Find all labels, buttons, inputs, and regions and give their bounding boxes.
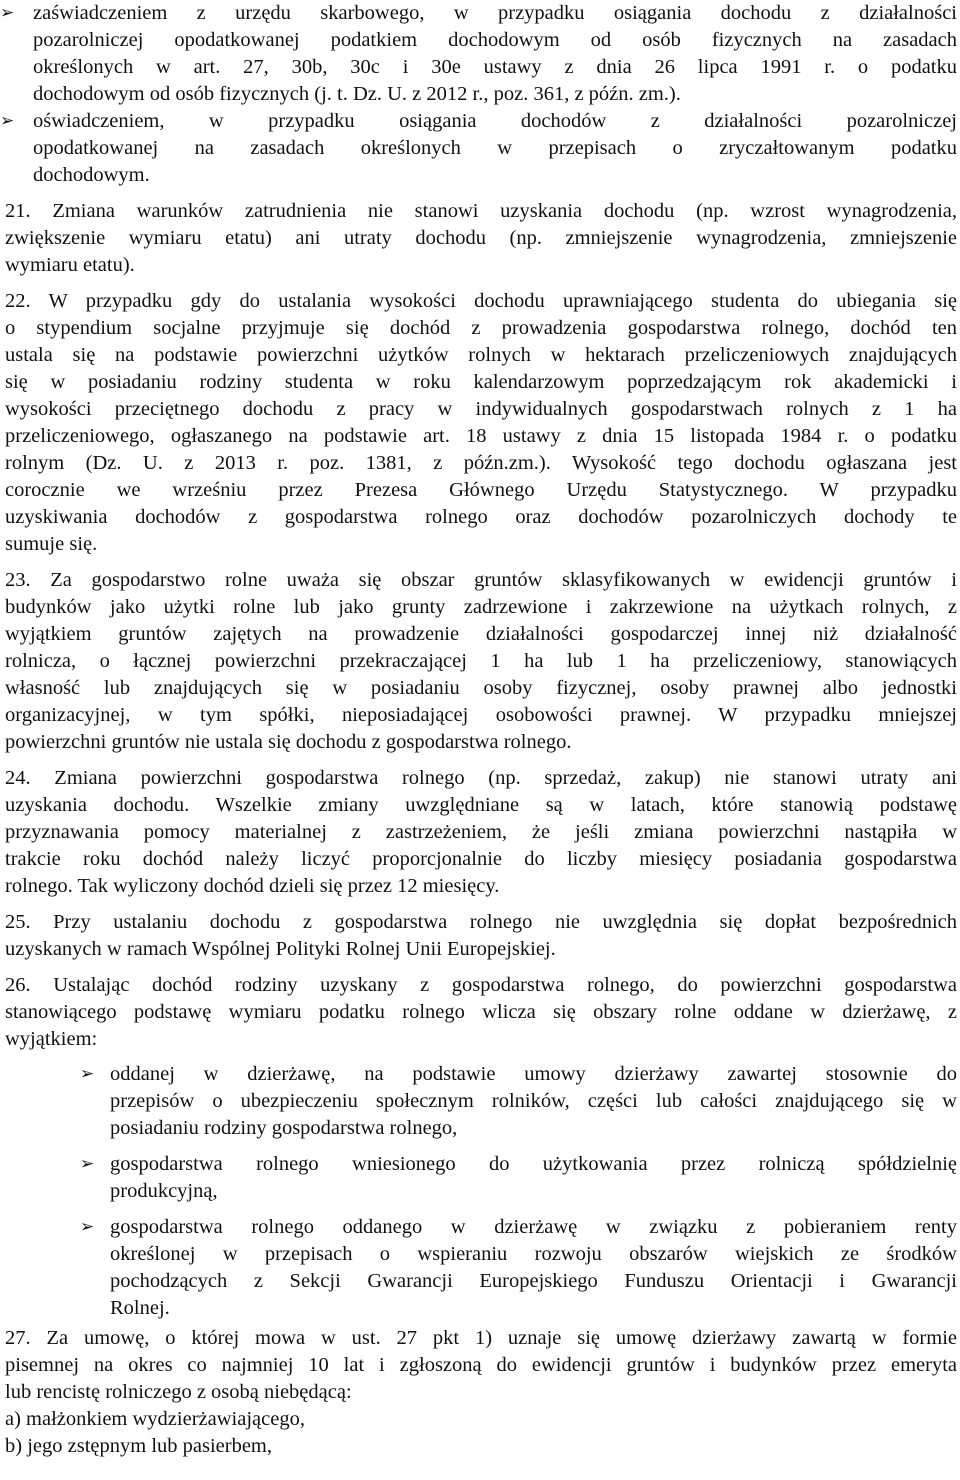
text-line: posiadaniu rodziny gospodarstwa rolnego, (110, 1117, 458, 1139)
text-line: 25. Przy ustalaniu dochodu z gospodarstwa rolnego nie uwzględnia się dopłat bezpośrednich (5, 911, 957, 933)
text-line: 23. Za gospodarstwo rolne uważa się obszar gruntów sklasyfikowanych w ewidencji gruntów i (5, 569, 957, 591)
text-line: 27. Za umowę, o której mowa w ust. 27 pkt 1) uznaje się umowę dzierżawy zawartą w formie (5, 1327, 957, 1349)
text-line: uzyskania dochodu. Wszelkie zmiany uwzględniane są w latach, które stanowią podstawę (5, 794, 957, 816)
text-line: oświadczeniem, w przypadku osiągania dochodów z działalności pozarolniczej (33, 110, 957, 132)
paragraph-number: 23. (5, 569, 31, 591)
text-line: 22. W przypadku gdy do ustalania wysokości dochodu uprawniającego studenta do ubiegania się (5, 290, 957, 312)
bullet-item (80, 1214, 957, 1322)
bullet-item (0, 108, 957, 189)
text-line: 26. Ustalając dochód rodziny uzyskany z gospodarstwa rolnego, do powierzchni gospodarstwa (5, 974, 957, 996)
text-line: 24. Zmiana powierzchni gospodarstwa rolnego (np. sprzedaż, zakup) nie stanowi utraty ani (5, 767, 957, 789)
bullet-item (80, 1061, 957, 1142)
text-line: a) małżonkiem wydzierżawiającego, (5, 1408, 305, 1430)
text-line: opodatkowanej na zasadach określonych w przepisach o zryczałtowanym podatku (33, 137, 957, 159)
text-line: uzyskanych w ramach Wspólnej Polityki Rolnej Unii Europejskiej. (5, 938, 556, 960)
paragraph-number: 24. (5, 767, 31, 789)
text-line: zaświadczeniem z urzędu skarbowego, w przypadku osiągania dochodu z działalności (33, 2, 957, 24)
paragraph-26 (5, 972, 957, 1322)
bullet-item (0, 0, 957, 108)
text-line: wyjątkiem gruntów zajętych na prowadzenie działalności gospodarczej innej niż działalność (5, 623, 957, 645)
text-line: o stypendium socjalne przyjmuje się dochód z prowadzenia gospodarstwa rolnego, dochód ten (5, 317, 957, 339)
text-line: trakcie roku dochód należy liczyć proporcjonalnie do liczby miesięcy posiadania gospodarstwa (5, 848, 957, 870)
text-line: określonych w art. 27, 30b, 30c i 30e ustawy z dnia 26 lipca 1991 r. o podatku (33, 56, 957, 78)
text-line: gospodarstwa rolnego wniesionego do użytkowania przez rolniczą spółdzielnię (110, 1153, 957, 1175)
text-line: budynków jako użytki rolne lub jako grunty zadrzewione i zakrzewione na użytkach rolnych, z (5, 596, 957, 618)
text-line: pisemnej na okres co najmniej 10 lat i zgłoszoną do ewidencji gruntów i budynków przez emeryta (5, 1354, 957, 1376)
text-line: dochodowym od osób fizycznych (j. t. Dz. U. z 2012 r., poz. 361, z późn. zm.). (33, 83, 681, 105)
text-line: b) jego zstępnym lub pasierbem, (5, 1435, 273, 1457)
text-line: lub rencistę rolniczego z osobą niebędącą: (5, 1381, 352, 1403)
text-line: ustala się na podstawie powierzchni użytków rolnych w hektarach przeliczeniowych znajdujących (5, 344, 957, 366)
arrow-bullet-icon: ➢ (0, 3, 15, 23)
text-line: produkcyjną, (110, 1180, 218, 1202)
text-line: rolnego. Tak wyliczony dochód dzieli się przez 12 miesięcy. (5, 875, 500, 897)
text-line: powierzchni gruntów nie ustala się dochodu z gospodarstwa rolnego. (5, 731, 572, 753)
text-line: pozarolniczej opodatkowanej podatkiem dochodowym od osób fizycznych na zasadach (33, 29, 957, 51)
text-line: Rolnej. (110, 1297, 170, 1319)
text-line: się w posiadaniu rodziny studenta w roku kalendarzowym poprzedzającym rok akademicki i (5, 371, 957, 393)
arrow-bullet-icon: ➢ (80, 1154, 95, 1174)
text-line: przyznawania pomocy materialnej z zastrzeżeniem, że jeśli zmiana powierzchni nastąpiła w (5, 821, 957, 843)
paragraph-number: 27. (5, 1327, 31, 1349)
text-line: własność lub znajdujących się w posiadaniu osoby fizycznej, osoby prawnej albo jednostki (5, 677, 957, 699)
paragraph-21 (5, 198, 957, 279)
text-line: gospodarstwa rolnego oddanego w dzierżawę w związku z pobieraniem renty (110, 1216, 957, 1238)
arrow-bullet-icon: ➢ (80, 1217, 95, 1237)
text-line: stanowiącego podstawę wymiaru podatku rolnego wlicza się obszary rolne oddane w dzierżawę, z (5, 1001, 957, 1023)
text-line: sumuje się. (5, 533, 98, 555)
text-line: corocznie we wrześniu przez Prezesa Głównego Urzędu Statystycznego. W przypadku (5, 479, 957, 501)
top-bullet-list (0, 0, 957, 189)
paragraph-27 (5, 1325, 957, 1460)
text-line: określonej w przepisach o wspieraniu rozwoju obszarów wiejskich ze środków (110, 1243, 957, 1265)
bullet-item (80, 1151, 957, 1205)
text-line: organizacyjnej, w tym spółki, nieposiadającej osobowości prawnej. W przypadku mniejszej (5, 704, 957, 726)
text-line: 21. Zmiana warunków zatrudnienia nie stanowi uzyskania dochodu (np. wzrost wynagrodzenia, (5, 200, 957, 222)
arrow-bullet-icon: ➢ (0, 111, 15, 131)
paragraph-number: 21. (5, 200, 31, 222)
paragraph-number: 25. (5, 911, 31, 933)
text-line: wysokości przeciętnego dochodu z pracy w indywidualnych gospodarstwach rolnych z 1 ha (5, 398, 957, 420)
paragraph-23 (5, 567, 957, 756)
text-line: oddanej w dzierżawę, na podstawie umowy dzierżawy zawartej stosownie do (110, 1063, 957, 1085)
paragraph-22 (5, 288, 957, 558)
paragraph-number: 22. (5, 290, 31, 312)
text-line: wyjątkiem: (5, 1028, 98, 1050)
arrow-bullet-icon: ➢ (80, 1064, 95, 1084)
text-line: wymiaru etatu). (5, 254, 135, 276)
text-line: zwiększenie wymiaru etatu) ani utraty dochodu (np. zmniejszenie wynagrodzenia, zmniejszenie (5, 227, 957, 249)
text-line: rolnym (Dz. U. z 2013 r. poz. 1381, z późn.zm.). Wysokość tego dochodu ogłaszana jest (5, 452, 957, 474)
text-line: rolnicza, o łącznej powierzchni przekraczającej 1 ha lub 1 ha przeliczeniowy, stanowiących (5, 650, 957, 672)
text-line: uzyskiwania dochodów z gospodarstwa rolnego oraz dochodów pozarolniczych dochody te (5, 506, 957, 528)
paragraph-25 (5, 909, 957, 963)
text-line: przeliczeniowego, ogłaszanego na podstawie art. 18 ustawy z dnia 15 listopada 1984 r. o podatku (5, 425, 957, 447)
paragraph-24 (5, 765, 957, 900)
text-line: pochodzących z Sekcji Gwarancji Europejskiego Funduszu Orientacji i Gwarancji (110, 1270, 957, 1292)
paragraph-number: 26. (5, 974, 31, 996)
text-line: przepisów o ubezpieczeniu społecznym rolników, części lub całości znajdującego się w (110, 1090, 957, 1112)
text-line: dochodowym. (33, 164, 150, 186)
